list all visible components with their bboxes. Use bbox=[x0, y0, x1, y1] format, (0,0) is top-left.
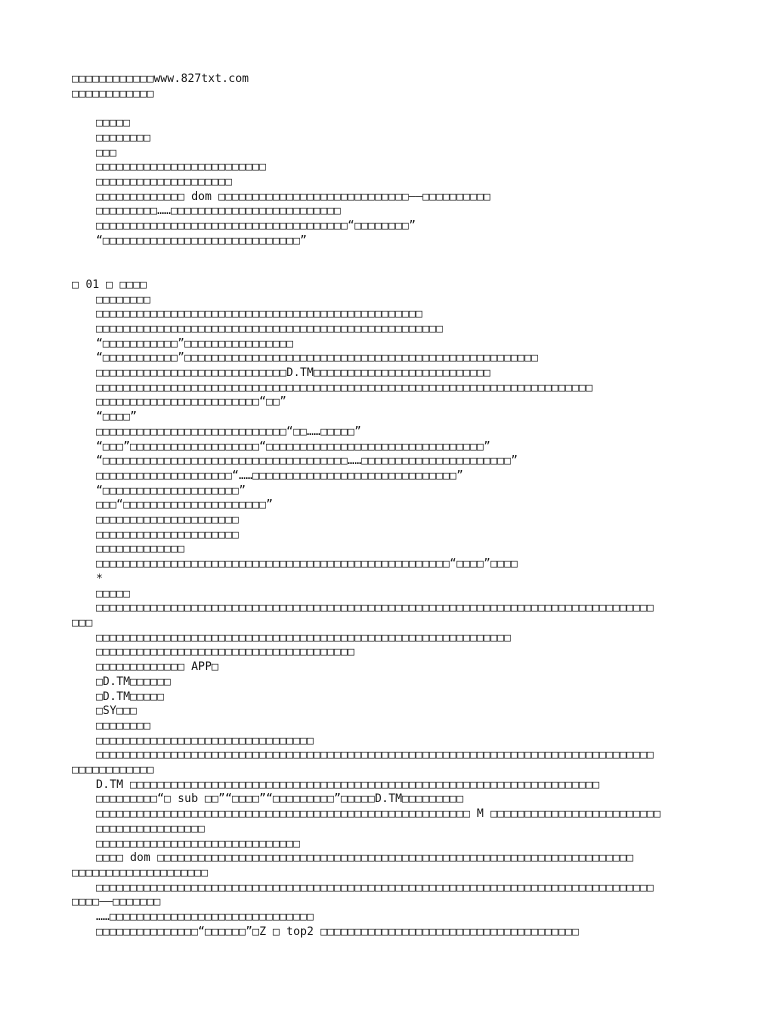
chapter-paragraph: □□□□ dom □□□□□□□□□□□□□□□□□□□□□□□□□□□□□□□□□□□□□□□□□□□□□□□□□□□□□□□□□□□□□□□□□□□□□□ bbox=[96, 851, 634, 865]
chapter-paragraph: □□□□□□□□□□□□□□□“□□□□□□”□Z □ top2 □□□□□□□□□□□□□□□□□□□□□□□□□□□□□□□□□□□□□□ bbox=[96, 924, 579, 938]
chapter-paragraph: * bbox=[96, 571, 103, 585]
chapter-paragraph: “□□□□□□□□□□□”□□□□□□□□□□□□□□□□□□□□□□□□□□□□□□□□□□□□□□□□□□□□□□□□□□□□ bbox=[96, 351, 539, 365]
intro-paragraph: □□□□□□□□□……□□□□□□□□□□□□□□□□□□□□□□□□□ bbox=[96, 204, 341, 218]
chapter-paragraph: □□□□□□□□□□□□□□□□□□□□□□□□□□□□□□ bbox=[96, 836, 301, 850]
chapter-paragraph: □□□□□□□□□□□□□□□□□□□□□□□□□□□□□□□□□□□□□□□□□□□□□□□□□□□□□□□ M □□□□□□□□□□□□□□□□□□□□□□□□□ bbox=[96, 807, 661, 821]
chapter-paragraph: □□□□□□□□□□□□□□□□ bbox=[96, 821, 205, 835]
chapter-paragraph: “□□□□□□□□□□□□□□□□□□□□” bbox=[96, 483, 246, 497]
chapter-paragraph: □□□ bbox=[72, 615, 93, 629]
chapter-paragraph: □SY□□□ bbox=[96, 704, 137, 718]
chapter-section bbox=[72, 293, 708, 940]
chapter-paragraph: □□□□□□□□□□□□□□□□□□□□□ bbox=[96, 513, 239, 527]
document-body bbox=[72, 72, 708, 939]
chapter-paragraph: “□□□□” bbox=[96, 410, 137, 424]
chapter-paragraph: “□□□□□□□□□□□”□□□□□□□□□□□□□□□□ bbox=[96, 336, 294, 350]
chapter-paragraph: □□□□□□□□□□□□□□□□□□□□□□□□□□□□□□□□□□□□□□□□□□□□□□□□□□□ bbox=[96, 321, 443, 335]
intro-paragraph: □□□ bbox=[96, 145, 117, 159]
chapter-paragraph: □□□□□□□□□□□□□□□□□□□□□□□□□□□□□□□□□□□□□□□□□□□□□□□□□□□□□□□□□□□□□□□□□□□□□□□□□□□□□□□□□□ bbox=[96, 601, 654, 615]
chapter-paragraph: □□□□——□□□□□□□ bbox=[72, 895, 161, 909]
chapter-paragraph: □□□□□□□□ bbox=[96, 718, 151, 732]
spacer bbox=[72, 101, 708, 116]
intro-section bbox=[72, 116, 708, 248]
chapter-paragraph: D.TM □□□□□□□□□□□□□□□□□□□□□□□□□□□□□□□□□□□□□□□□□□□□□□□□□□□□□□□□□□□□□□□□□□□□□ bbox=[96, 777, 600, 791]
chapter-paragraph: □□□□□□□□□□□□□□□□□□□□□□□□□□□□□□□□□□□□□□□□□□□□□□□□ bbox=[96, 307, 423, 321]
chapter-paragraph: □□□□□□□□□□□□ bbox=[72, 763, 154, 777]
chapter-paragraph: □□□□□□□□□□□□□ APP□ bbox=[96, 660, 219, 674]
intro-paragraph: □□□□□□□□□□□□□□□□□□□□□□□□□ bbox=[96, 160, 267, 174]
chapter-paragraph: □□□□□□□□□□□□□□□□□□□□□□□□□□□□□□□□□□□□□□□□□□□□□□□□□□□□“□□□□”□□□□ bbox=[96, 557, 518, 571]
chapter-paragraph: □□□□□□□□□□□□□□□□□□□□□□□□□□□□□□□□□□□□□□□□□□□□□□□□□□□□□□□□□□□□□ bbox=[96, 630, 511, 644]
header-line: □□□□□□□□□□□□www.827txt.com bbox=[72, 72, 249, 85]
chapter-paragraph: □□□□□□□□ bbox=[96, 292, 151, 306]
chapter-paragraph: □□□□□□□□□□□□□□□□□□□□□□□□□□□□□□□□□□□□□□□□□□□□□□□□□□□□□□□□□□□□□□□□□□□□□□□□□□□□□□□□□□ bbox=[96, 748, 654, 762]
chapter-paragraph: “□□□□□□□□□□□□□□□□□□□□□□□□□□□□□□□□□□□□……□□□□□□□□□□□□□□□□□□□□□□” bbox=[96, 454, 518, 468]
chapter-paragraph: ……□□□□□□□□□□□□□□□□□□□□□□□□□□□□□□ bbox=[96, 910, 314, 924]
chapter-paragraph: □□□□□□□□□□□□□□□□□□□□□□□□□□□□“□□……□□□□□” bbox=[96, 424, 362, 438]
chapter-paragraph: □□□□□□□□□□□□□□□□□□□□□□□□□□□□□□□□□□□□□□□□□□□□□□□□□□□□□□□□□□□□□□□□□□□□□□□□□□□□□□□□□□ bbox=[96, 880, 654, 894]
intro-paragraph: □□□□□□□□ bbox=[96, 130, 151, 144]
chapter-paragraph: □□□□□□□□□□□□□□□□□□□□□□□□“□□” bbox=[96, 395, 287, 409]
chapter-paragraph: □D.TM□□□□□ bbox=[96, 689, 165, 703]
intro-paragraph: “□□□□□□□□□□□□□□□□□□□□□□□□□□□□□” bbox=[96, 233, 307, 247]
chapter-paragraph: “□□□”□□□□□□□□□□□□□□□□□□□“□□□□□□□□□□□□□□□□□□□□□□□□□□□□□□□□” bbox=[96, 439, 491, 453]
chapter-paragraph: □□□□□□□□□□□□□□□□□□□□□□□□□□□□□□□□□□□□□□ bbox=[96, 645, 355, 659]
chapter-paragraph: □□□“□□□□□□□□□□□□□□□□□□□□□” bbox=[96, 498, 273, 512]
spacer bbox=[72, 248, 708, 277]
site-header bbox=[72, 72, 708, 101]
chapter-paragraph: □□□□□□□□□□□□□□□□□□□□□□□□□□□□D.TM□□□□□□□□□□□□□□□□□□□□□□□□□□ bbox=[96, 366, 491, 380]
header-line: □□□□□□□□□□□□ bbox=[72, 86, 154, 100]
chapter-paragraph: □□□□□□□□□□□□□□□□□□□□□□□□□□□□□□□□□□□□□□□□□□□□□□□□□□□□□□□□□□□□□□□□□□□□□□□□□ bbox=[96, 380, 593, 394]
intro-paragraph: □□□□□ bbox=[96, 116, 131, 130]
chapter-paragraph: □□□□□□□□□□□□□□□□□□□□ bbox=[72, 865, 209, 879]
intro-paragraph: □□□□□□□□□□□□□ dom □□□□□□□□□□□□□□□□□□□□□□□□□□□□——□□□□□□□□□□ bbox=[96, 189, 491, 203]
chapter-paragraph: □□□□□□□□□□□□□□□□□□□□“……□□□□□□□□□□□□□□□□□□□□□□□□□□□□□□” bbox=[96, 468, 464, 482]
intro-paragraph: □□□□□□□□□□□□□□□□□□□□□□□□□□□□□□□□□□□□□“□□□□□□□□” bbox=[96, 219, 416, 233]
chapter-paragraph: □□□□□□□□□□□□□ bbox=[96, 542, 185, 556]
chapter-paragraph: □□□□□ bbox=[96, 586, 131, 600]
chapter-paragraph: □□□□□□□□□□□□□□□□□□□□□ bbox=[96, 527, 239, 541]
chapter-paragraph: □□□□□□□□□“□ sub □□”“□□□□”“□□□□□□□□□”□□□□□D.TM□□□□□□□□□ bbox=[96, 792, 464, 806]
intro-paragraph: □□□□□□□□□□□□□□□□□□□□ bbox=[96, 174, 233, 188]
chapter-heading: □ 01 □ □□□□ bbox=[72, 277, 147, 291]
chapter-paragraph: □D.TM□□□□□□ bbox=[96, 674, 171, 688]
chapter-paragraph: □□□□□□□□□□□□□□□□□□□□□□□□□□□□□□□□ bbox=[96, 733, 314, 747]
